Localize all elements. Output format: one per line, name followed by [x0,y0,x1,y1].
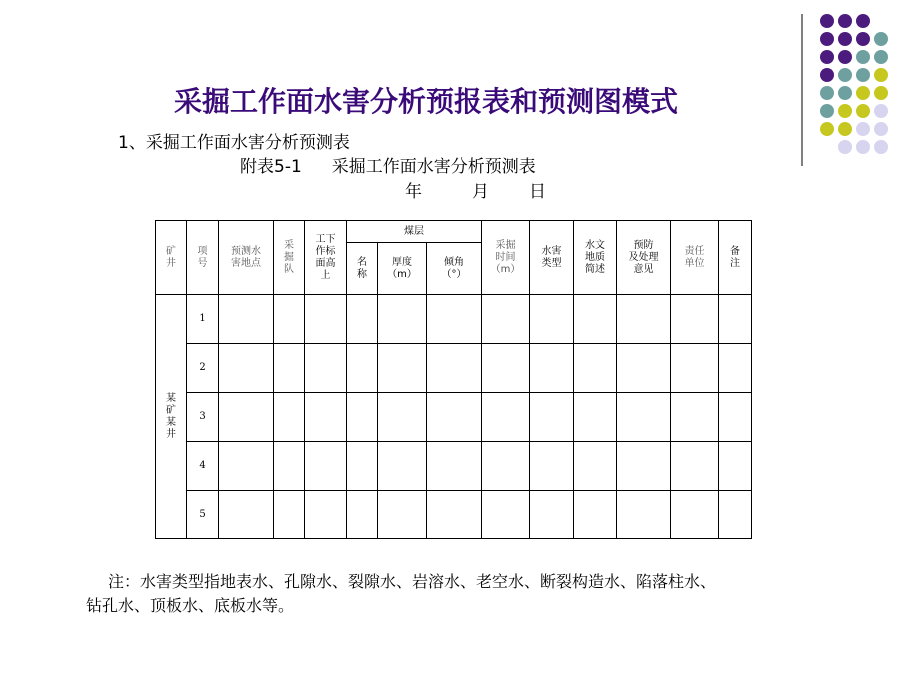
decorative-dot [856,122,870,136]
decorative-dot [820,32,834,46]
table-cell [427,344,482,393]
table-cell [378,295,427,344]
table-cell [719,491,752,539]
table-row [156,491,752,539]
footnote-line-2: 钻孔水、顶板水、底板水等。 [86,596,295,615]
footnote-line-1: 注：水害类型指地表水、孔隙水、裂隙水、岩溶水、老空水、断裂构造水、陷落柱水、 [108,572,717,591]
table-row [156,295,752,344]
header-prevention [617,221,671,295]
table-cell [219,344,274,393]
forecast-table [155,220,752,539]
table-cell [482,344,530,393]
header-text: 厚度 （m） [387,256,417,280]
table-row [156,442,752,491]
table-cell [671,491,719,539]
row-number: 5 [187,491,219,539]
header-mining-time [482,221,530,295]
header-face-elevation [305,221,347,295]
table-cell [719,295,752,344]
table-cell [347,295,378,344]
row-number: 2 [187,344,219,393]
row-number: 1 [187,295,219,344]
decorative-dot [838,140,852,154]
row-number: 3 [187,393,219,442]
table-cell [482,295,530,344]
decorative-dot [838,32,852,46]
table-caption-name: 采掘工作面水害分析预测表 [331,157,536,177]
header-hazard-type [530,221,574,295]
header-seam-dip [427,243,482,295]
table-cell [719,442,752,491]
table-cell [530,393,574,442]
header-text: 水害 类型 [541,245,562,269]
decorative-dot [820,14,834,28]
decorative-dot [856,86,870,100]
table-cell [274,393,305,442]
table-cell [219,491,274,539]
header-mine [156,221,187,295]
decorative-dot [838,122,852,136]
table-body [156,295,752,539]
table-cell [617,295,671,344]
table-header-row [156,221,752,243]
decorative-dot [856,104,870,118]
table-cell [530,442,574,491]
header-text: 预防 及处理 意见 [628,239,659,275]
table-cell [574,442,617,491]
header-text: 工下 作标 面高 上 [315,233,336,281]
table-cell [719,344,752,393]
decorative-dot [874,122,888,136]
table-cell [671,295,719,344]
table-cell [617,491,671,539]
table-cell [219,295,274,344]
table-cell [427,442,482,491]
header-location [219,221,274,295]
decorative-dot [856,14,870,28]
decorative-dot [874,140,888,154]
decorative-dot [856,68,870,82]
table-cell [347,344,378,393]
table-cell [378,491,427,539]
decorative-dot [874,86,888,100]
table-cell [274,442,305,491]
decorative-dot [820,122,834,136]
table-cell [617,442,671,491]
table-cell [574,344,617,393]
table-cell [671,442,719,491]
decorative-dot [856,50,870,64]
table-cell [574,295,617,344]
table-cell [427,491,482,539]
decorative-dot [838,14,852,28]
header-seam-name [347,243,378,295]
section-subtitle: 1、采掘工作面水害分析预测表 [118,133,350,153]
table-cell [347,491,378,539]
table-cell [427,393,482,442]
table-cell [574,393,617,442]
table-cell [574,491,617,539]
header-text: 矿 井 [166,245,176,269]
table-cell [305,295,347,344]
table-cell [274,344,305,393]
table-cell [378,344,427,393]
date-day: 日 [529,182,546,202]
header-seam: 煤层 [347,221,482,243]
row-number: 4 [187,442,219,491]
mine-value-cell [156,295,187,539]
table-cell [530,344,574,393]
table-cell [347,442,378,491]
table-cell [427,295,482,344]
decorative-dot [856,32,870,46]
table-cell [305,491,347,539]
date-year: 年 [405,182,422,202]
mine-value: 某 矿 某 井 [166,392,176,440]
table-cell [305,442,347,491]
header-text: 备 注 [730,245,740,269]
decorative-dot [874,104,888,118]
table-cell [482,393,530,442]
table-cell [219,442,274,491]
footnote [86,570,806,618]
page-title: 采掘工作面水害分析预报表和预测图模式 [173,85,678,118]
header-text: 名 称 [357,256,367,280]
decorative-dot [874,68,888,82]
table-cell [530,295,574,344]
table-cell [305,344,347,393]
table-cell [274,295,305,344]
header-text: 项 号 [197,245,208,269]
table-cell [530,491,574,539]
table-caption [240,152,536,177]
table-cell [347,393,378,442]
header-responsible [671,221,719,295]
table-cell [617,393,671,442]
table-cell [671,344,719,393]
table-row [156,344,752,393]
table-cell [719,393,752,442]
header-remarks [719,221,752,295]
header-text: 采 掘 队 [284,239,294,275]
table-caption-number: 附表5-1 [240,157,302,177]
decorative-dot [838,50,852,64]
table-cell [617,344,671,393]
table-cell [378,442,427,491]
table-cell [219,393,274,442]
decorative-dot [856,140,870,154]
decorative-dot [874,32,888,46]
header-text: 责任 单位 [684,245,705,269]
table-cell [274,491,305,539]
header-seam-thickness [378,243,427,295]
date-line [405,177,546,202]
table-cell [482,491,530,539]
decorative-dot [820,50,834,64]
table-row [156,393,752,442]
header-team [274,221,305,295]
decorative-dot [874,50,888,64]
table-cell [378,393,427,442]
header-text: 采掘 时间 （m） [490,239,521,275]
table-cell [671,393,719,442]
header-text: 水文 地质 简述 [585,239,605,275]
table-cell [305,393,347,442]
header-text: 倾角 （°） [441,256,467,280]
header-hydro-summary [574,221,617,295]
header-item [187,221,219,295]
header-text: 预测水 害地点 [231,245,261,269]
table-cell [482,442,530,491]
date-month: 月 [472,182,489,202]
